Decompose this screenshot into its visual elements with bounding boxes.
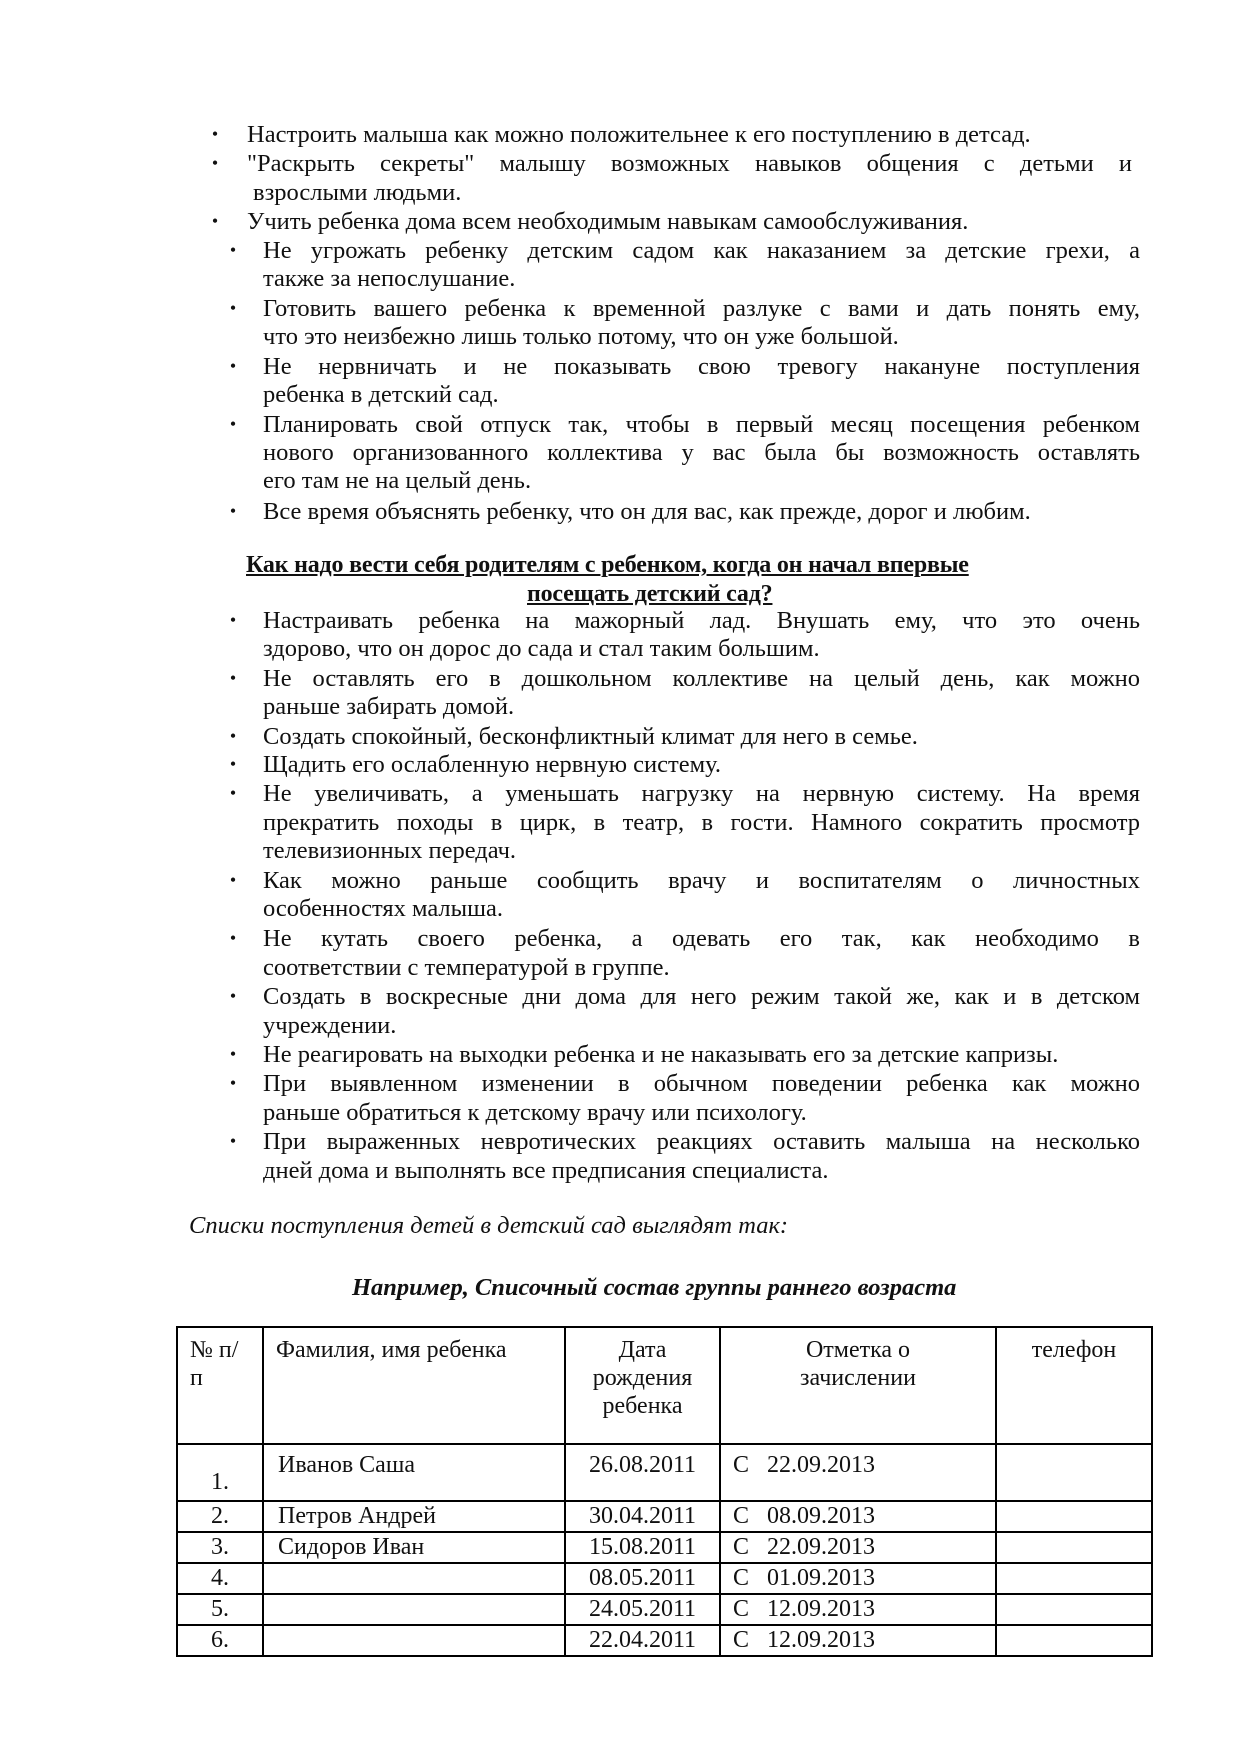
bullet-icon: • bbox=[229, 986, 237, 1006]
bullet-icon: • bbox=[211, 124, 219, 144]
cell-name[interactable] bbox=[263, 1563, 565, 1594]
table-row bbox=[177, 1532, 1152, 1563]
section-heading: Как надо вести себя родителям с ребенком, когда он начал впервые bbox=[246, 552, 969, 578]
list-item-continuation: также за непослушание. bbox=[263, 265, 516, 292]
cell-enrollment: С 22.09.2013 bbox=[720, 1532, 996, 1563]
bullet-icon: • bbox=[229, 726, 237, 746]
bullet-icon: • bbox=[229, 1131, 237, 1151]
cell-phone[interactable] bbox=[996, 1563, 1152, 1594]
cell-name: Петров Андрей bbox=[263, 1501, 565, 1532]
table-row bbox=[177, 1444, 1152, 1501]
cell-num: 5. bbox=[177, 1594, 263, 1625]
cell-phone[interactable] bbox=[996, 1594, 1152, 1625]
list-item-continuation: взрослыми людьми. bbox=[253, 179, 462, 206]
cell-name[interactable] bbox=[263, 1594, 565, 1625]
list-item: Не увеличивать, а уменьшать нагрузку на нервную систему. На время bbox=[263, 780, 1140, 807]
cell-num: 6. bbox=[177, 1625, 263, 1656]
list-item: Не нервничать и не показывать свою тревогу накануне поступления bbox=[263, 353, 1140, 380]
list-item: Планировать свой отпуск так, чтобы в первый месяц посещения ребенком bbox=[263, 411, 1140, 438]
cell-birth-date: 26.08.2011 bbox=[565, 1444, 720, 1501]
section-heading-line2: посещать детский сад? bbox=[527, 581, 773, 607]
bullet-icon: • bbox=[229, 783, 237, 803]
list-item-continuation: телевизионных передач. bbox=[263, 837, 517, 864]
list-item: Все время объяснять ребенку, что он для вас, как прежде, дорог и любим. bbox=[263, 498, 1031, 525]
list-item-continuation: раньше обратиться к детскому врачу или психологу. bbox=[263, 1099, 807, 1126]
bullet-icon: • bbox=[229, 754, 237, 774]
cell-birth-date: 30.04.2011 bbox=[565, 1501, 720, 1532]
list-item: Настроить малыша как можно положительнее к его поступлению в детсад. bbox=[247, 121, 1031, 148]
table-row bbox=[177, 1563, 1152, 1594]
cell-enrollment: С 01.09.2013 bbox=[720, 1563, 996, 1594]
cell-birth-date: 24.05.2011 bbox=[565, 1594, 720, 1625]
cell-phone[interactable] bbox=[996, 1444, 1152, 1501]
list-item: Создать спокойный, бесконфликтный климат для него в семье. bbox=[263, 723, 918, 750]
bullet-icon: • bbox=[229, 414, 237, 434]
cell-enrollment: С 12.09.2013 bbox=[720, 1594, 996, 1625]
list-item: Настраивать ребенка на мажорный лад. Внушать ему, что это очень bbox=[263, 607, 1140, 634]
cell-phone[interactable] bbox=[996, 1625, 1152, 1656]
bullet-icon: • bbox=[229, 501, 237, 521]
list-item: Щадить его ослабленную нервную систему. bbox=[263, 751, 722, 778]
bullet-icon: • bbox=[229, 610, 237, 630]
bullet-icon: • bbox=[211, 211, 219, 231]
list-item-continuation: соответствии с температурой в группе. bbox=[263, 954, 670, 981]
children-roster-table bbox=[176, 1326, 1153, 1657]
list-item: Не угрожать ребенку детским садом как наказанием за детские грехи, а bbox=[263, 237, 1140, 264]
cell-birth-date: 22.04.2011 bbox=[565, 1625, 720, 1656]
cell-num: 2. bbox=[177, 1501, 263, 1532]
bullet-icon: • bbox=[229, 870, 237, 890]
table-header-row bbox=[177, 1327, 1152, 1444]
bullet-icon: • bbox=[229, 928, 237, 948]
list-item-continuation: здорово, что он дорос до сада и стал таким большим. bbox=[263, 635, 820, 662]
header-birth-date: Дата рождения ребенка bbox=[565, 1327, 720, 1444]
bullet-icon: • bbox=[229, 298, 237, 318]
bullet-icon: • bbox=[211, 153, 219, 173]
list-item: При выявленном изменении в обычном поведении ребенка как можно bbox=[263, 1070, 1140, 1097]
table-row bbox=[177, 1594, 1152, 1625]
table-caption: Например, Списочный состав группы раннего возраста bbox=[352, 1274, 957, 1301]
list-item-continuation: его там не на целый день. bbox=[263, 467, 532, 494]
list-item: Не кутать своего ребенка, а одевать его так, как необходимо в bbox=[263, 925, 1140, 952]
cell-birth-date: 15.08.2011 bbox=[565, 1532, 720, 1563]
cell-num: 1. bbox=[177, 1444, 263, 1501]
cell-name: Иванов Саша bbox=[263, 1444, 565, 1501]
cell-num: 4. bbox=[177, 1563, 263, 1594]
cell-phone[interactable] bbox=[996, 1501, 1152, 1532]
header-name: Фамилия, имя ребенка bbox=[263, 1327, 565, 1444]
bullet-icon: • bbox=[229, 668, 237, 688]
cell-birth-date: 08.05.2011 bbox=[565, 1563, 720, 1594]
list-item: Учить ребенка дома всем необходимым навыкам самообслуживания. bbox=[247, 208, 969, 235]
cell-name: Сидоров Иван bbox=[263, 1532, 565, 1563]
header-num: № п/п bbox=[177, 1327, 263, 1444]
list-item-continuation: что это неизбежно лишь только потому, что он уже большой. bbox=[263, 323, 899, 350]
list-item: При выраженных невротических реакциях оставить малыша на несколько bbox=[263, 1128, 1140, 1155]
cell-enrollment: С 12.09.2013 bbox=[720, 1625, 996, 1656]
bullet-icon: • bbox=[229, 240, 237, 260]
bullet-icon: • bbox=[229, 356, 237, 376]
table-row bbox=[177, 1501, 1152, 1532]
list-item-continuation: особенностях малыша. bbox=[263, 895, 503, 922]
list-item-continuation: прекратить походы в цирк, в театр, в гости. Намного сократить просмотр bbox=[263, 809, 1140, 836]
bullet-icon: • bbox=[229, 1073, 237, 1093]
list-item: Не оставлять его в дошкольном коллективе на целый день, как можно bbox=[263, 665, 1140, 692]
cell-phone[interactable] bbox=[996, 1532, 1152, 1563]
list-item: Готовить вашего ребенка к временной разлуке с вами и дать понять ему, bbox=[263, 295, 1140, 322]
list-item: Не реагировать на выходки ребенка и не наказывать его за детские капризы. bbox=[263, 1041, 1059, 1068]
list-item-continuation: нового организованного коллектива у вас была бы возможность оставлять bbox=[263, 439, 1140, 466]
list-item-continuation: дней дома и выполнять все предписания специалиста. bbox=[263, 1157, 829, 1184]
cell-enrollment: С 08.09.2013 bbox=[720, 1501, 996, 1532]
header-phone: телефон bbox=[996, 1327, 1152, 1444]
cell-num: 3. bbox=[177, 1532, 263, 1563]
list-item: "Раскрыть секреты" малышу возможных навыков общения с детьми и bbox=[247, 150, 1132, 177]
list-item-continuation: раньше забирать домой. bbox=[263, 693, 515, 720]
table-row bbox=[177, 1625, 1152, 1656]
cell-enrollment: С 22.09.2013 bbox=[720, 1444, 996, 1501]
header-enrollment: Отметка о зачислении bbox=[720, 1327, 996, 1444]
list-item: Создать в воскресные дни дома для него режим такой же, как и в детском bbox=[263, 983, 1140, 1010]
cell-name[interactable] bbox=[263, 1625, 565, 1656]
intro-text: Списки поступления детей в детский сад выглядят так: bbox=[189, 1212, 789, 1239]
list-item-continuation: учреждении. bbox=[263, 1012, 397, 1039]
list-item: Как можно раньше сообщить врачу и воспитателям о личностных bbox=[263, 867, 1140, 894]
list-item-continuation: ребенка в детский сад. bbox=[263, 381, 499, 408]
bullet-icon: • bbox=[229, 1044, 237, 1064]
